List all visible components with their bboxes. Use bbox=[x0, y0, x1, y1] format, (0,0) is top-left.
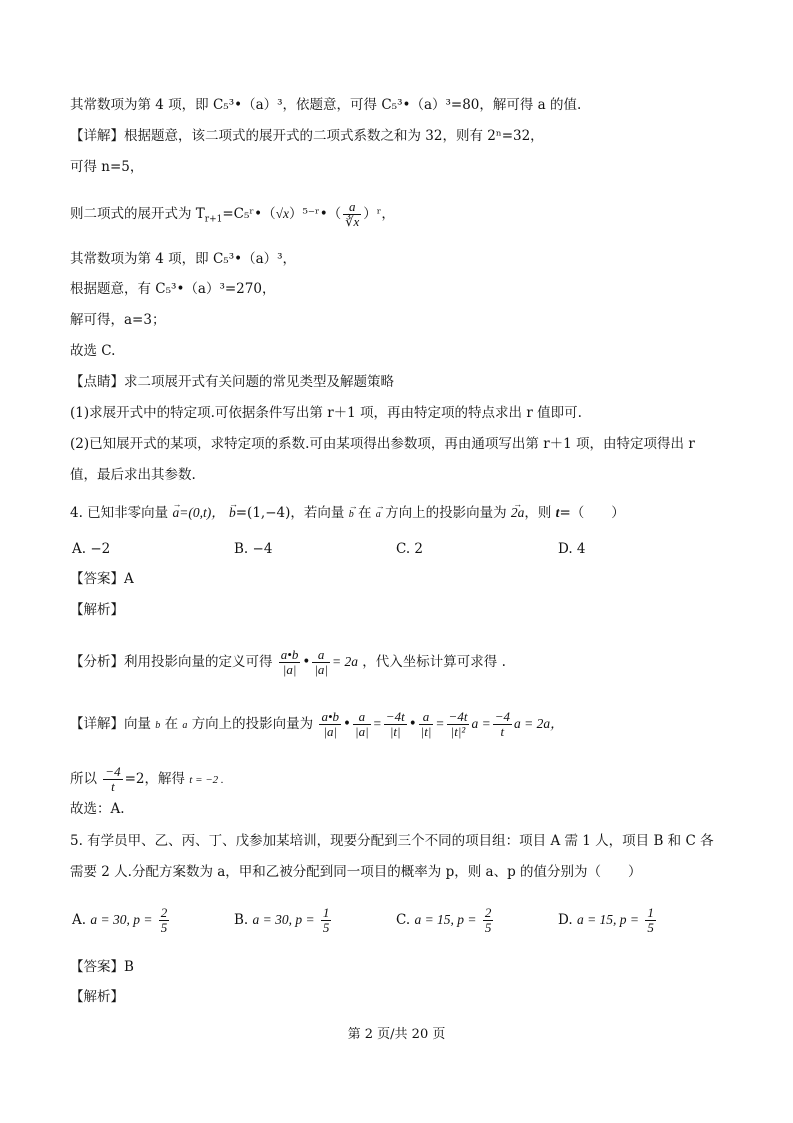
question-5-stem-line1: 5. 有学员甲、乙、丙、丁、戊参加某培训，现要分配到三个不同的项目组：项目 A 需 1 人，项目 B 和 C 各 bbox=[70, 833, 714, 849]
answer-label: 【答案】B bbox=[70, 959, 134, 975]
question-4-stem: 4. 已知非零向量 → a=(0,t)， → b=(1,−4)，若向量 → b 在 → a 方向上的投影向量为 → 2a，则 t=（ ） bbox=[70, 504, 625, 524]
text-line: 解可得，a=3； bbox=[70, 312, 166, 328]
formula-fraction: $\frac{-4t}{|t|}$ bbox=[385, 709, 405, 739]
text-line: 其常数项为第 4 项，即 C₅³•（a）³，依题意，可得 C₅³•（a）³=80，解可得 a 的值. bbox=[70, 97, 582, 113]
analysis-label: 【解析】 bbox=[70, 602, 124, 618]
formula-fraction: $\frac{a}{|t|}$ bbox=[420, 709, 432, 739]
option-d: D. a = 15, p = $\frac{1}{5}$ bbox=[558, 905, 654, 935]
formula-fraction: $\frac{a}{|a|}$ bbox=[355, 709, 369, 739]
analysis-suoyi: 所以 $\frac{-4}{t}$ =2，解得 t = −2 . bbox=[70, 764, 224, 794]
text-line-expansion: 则二项式的展开式为 $T_{r+1}=C_5ʳ•(√x)^{5-}ʳ•$（ $\frac{a}{∛x}$ ）ʳ， bbox=[70, 199, 395, 229]
answer-label: 【答案】A bbox=[70, 571, 134, 587]
formula-fraction: $\frac{a}{|a|}$ bbox=[314, 647, 328, 677]
text-line: 故选：A. bbox=[70, 801, 125, 817]
page-footer: 第 2 页/共 20 页 bbox=[347, 1027, 446, 1042]
formula-fraction: $\frac{-4}{t}$ bbox=[105, 764, 121, 794]
option-c: C. 2 bbox=[396, 541, 424, 557]
text-line: 【详解】根据题意，该二项式的展开式的二项式系数之和为 32，则有 2ⁿ=32， bbox=[70, 128, 544, 144]
option-a: A. a = 30, p = $\frac{2}{5}$ bbox=[72, 905, 168, 935]
formula-fraction: $\frac{-4}{t}$ bbox=[494, 709, 510, 739]
formula-fraction: $\frac{a•b}{|a|}$ bbox=[280, 647, 299, 677]
text-line: 其常数项为第 4 项，即 C₅³•（a）³， bbox=[70, 251, 297, 267]
option-b: B. −4 bbox=[234, 541, 273, 557]
analysis-xiangjie: 【详解】向量 b 在 a 方向上的投影向量为 $\frac{a•b}{|a|}$ • $\frac{a}{|a|}$ = $\frac{-4t}{|t|}$ • $\frac{a}{|t|}$ = $\frac{-4t}{\text{|t|²}}$ a = $\frac{-4}{t}$ a = 2a， bbox=[70, 709, 564, 739]
text-line: 【点睛】求二项展开式有关问题的常见类型及解题策略 bbox=[70, 374, 394, 390]
fraction: $\frac{a}{∛x}$ bbox=[345, 199, 360, 229]
option-c: C. a = 15, p = $\frac{2}{5}$ bbox=[396, 905, 492, 935]
analysis-label: 【解析】 bbox=[70, 989, 124, 1005]
text-line: 可得 n=5， bbox=[70, 159, 144, 175]
analysis-fenxi: 【分析】利用投影向量的定义可得 $\frac{a•b}{|a|}$ • $\frac{a}{|a|}$ = 2a ，代入坐标计算可求得 . bbox=[70, 647, 506, 677]
question-5-stem-line2: 需要 2 人.分配方案数为 a，甲和乙被分配到同一项目的概率为 p，则 a、p 的值分别为（ ） bbox=[70, 864, 642, 880]
option-b: B. a = 30, p = $\frac{1}{5}$ bbox=[234, 905, 330, 935]
text-line: 值，最后求出其参数. bbox=[70, 467, 196, 483]
text-line: (1)求展开式中的特定项.可依据条件写出第 r＋1 项，再由特定项的特点求出 r 值即可. bbox=[70, 405, 582, 421]
text-line: 根据题意，有 C₅³•（a）³=270， bbox=[70, 281, 276, 297]
option-d: D. 4 bbox=[558, 541, 586, 557]
formula-fraction: $\frac{a•b}{|a|}$ bbox=[321, 709, 340, 739]
text-line: 故选 C. bbox=[70, 343, 116, 359]
formula-fraction: $\frac{-4t}{\text{|t|²}}$ bbox=[448, 709, 468, 739]
text-line: (2)已知展开式的某项，求特定项的系数.可由某项得出参数项，再由通项写出第 r＋1 项，由特定项得出 r bbox=[70, 436, 695, 452]
option-a: A. −2 bbox=[72, 541, 111, 557]
